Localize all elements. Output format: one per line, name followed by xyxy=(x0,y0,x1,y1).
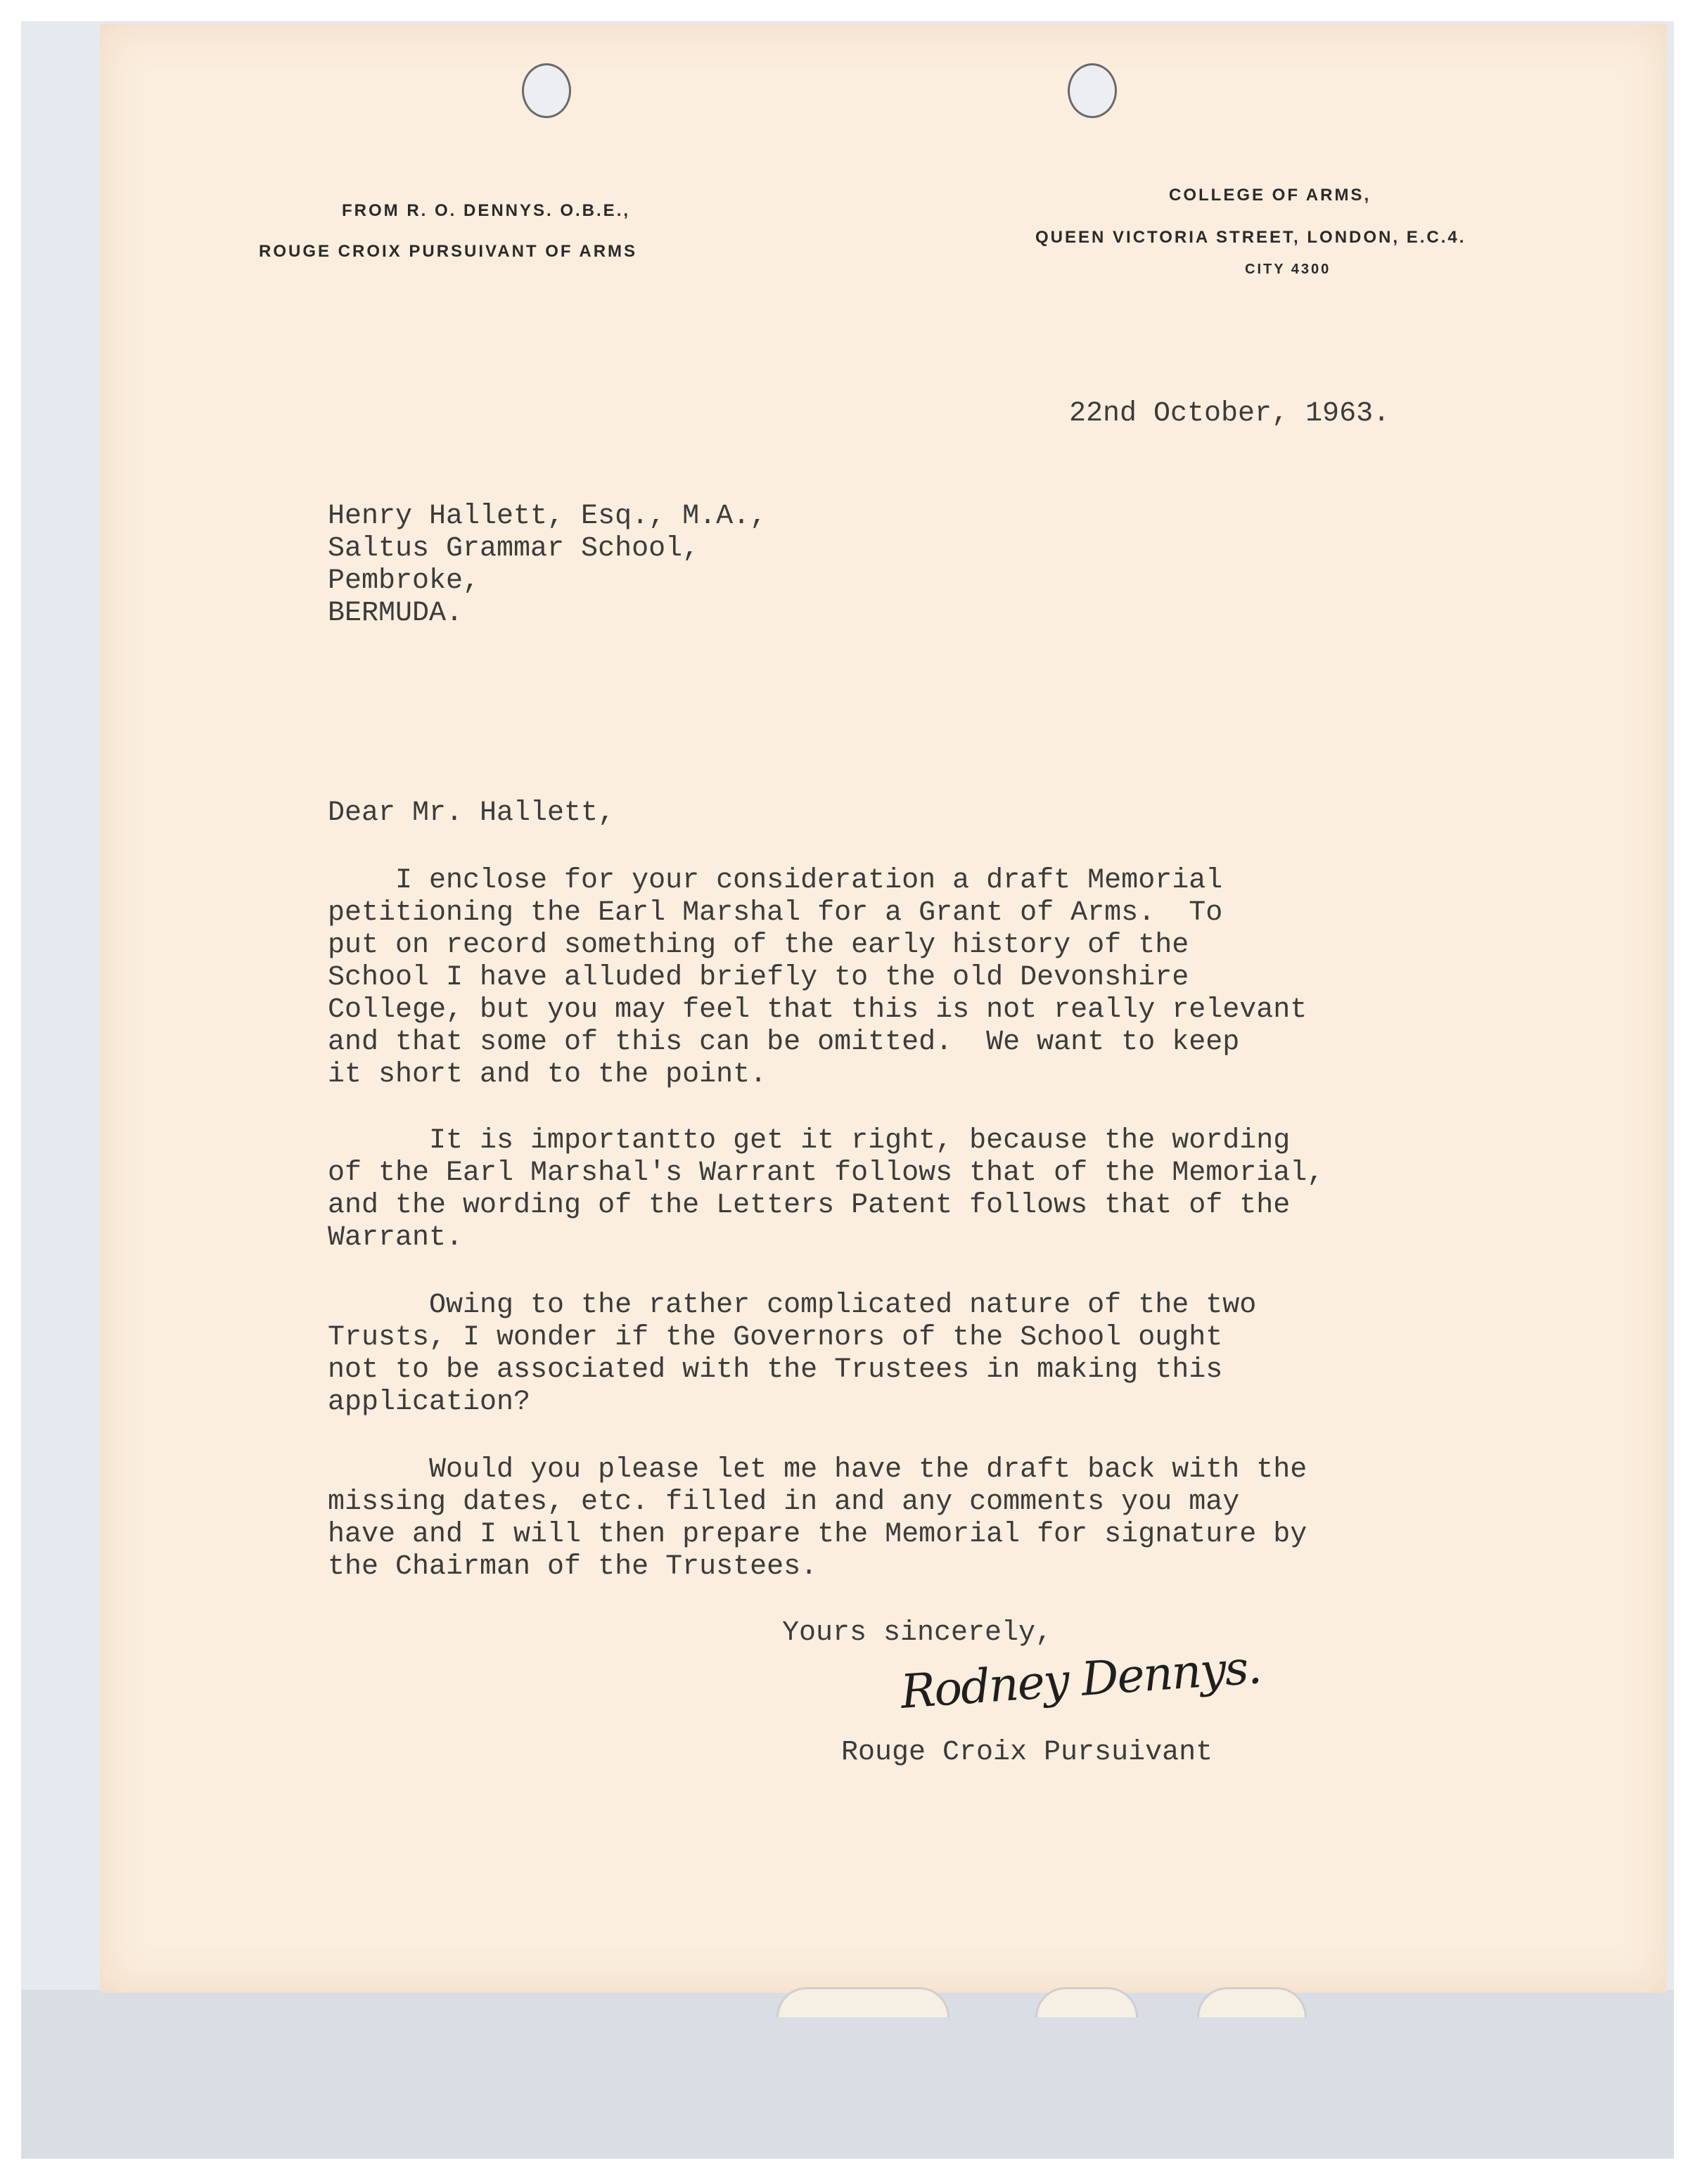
body-line: College, but you may feel that this is not really relevant xyxy=(328,994,1307,1026)
binder-tab xyxy=(1035,1987,1138,2017)
body-line: of the Earl Marshal's Warrant follows that of the Memorial, xyxy=(328,1157,1324,1189)
letterhead-from: FROM R. O. DENNYS. O.B.E., xyxy=(342,201,631,220)
letterhead-title: ROUGE CROIX PURSUIVANT OF ARMS xyxy=(259,242,638,261)
body-line: Trusts, I wonder if the Governors of the School ought xyxy=(328,1322,1223,1354)
body-line: put on record something of the early history of the xyxy=(328,930,1189,961)
body-line: missing dates, etc. filled in and any comments you may xyxy=(328,1486,1240,1518)
body-line: It is importantto get it right, because the wording xyxy=(328,1125,1291,1157)
body-line: Warrant. xyxy=(328,1222,463,1254)
punch-hole-right xyxy=(1068,63,1117,118)
recipient-town: Pembroke, xyxy=(328,565,480,597)
body-line: Owing to the rather complicated nature of the two xyxy=(328,1290,1257,1321)
body-line: Would you please let me have the draft back with the xyxy=(328,1454,1307,1486)
body-line: not to be associated with the Trustees in making this xyxy=(328,1354,1223,1386)
body-line: petitioning the Earl Marshal for a Grant of Arms. To xyxy=(328,897,1223,929)
binder-tab xyxy=(1197,1987,1307,2017)
body-line: and that some of this can be omitted. We want to keep xyxy=(328,1027,1240,1058)
letterhead-college: COLLEGE OF ARMS, xyxy=(1169,186,1372,205)
body-line: the Chairman of the Trustees. xyxy=(328,1551,818,1583)
salutation: Dear Mr. Hallett, xyxy=(328,797,615,829)
recipient-school: Saltus Grammar School, xyxy=(328,533,700,565)
binder-tab xyxy=(776,1987,950,2017)
letter-date: 22nd October, 1963. xyxy=(1069,398,1390,430)
body-line: School I have alluded briefly to the old Devonshire xyxy=(328,962,1189,994)
closing: Yours sincerely, xyxy=(782,1617,1053,1649)
letterhead-phone: CITY 4300 xyxy=(1245,262,1331,277)
recipient-country: BERMUDA. xyxy=(328,598,463,629)
body-line: I enclose for your consideration a draft Memorial xyxy=(328,865,1223,897)
body-line: it short and to the point. xyxy=(328,1059,767,1091)
recipient-name: Henry Hallett, Esq., M.A., xyxy=(328,501,767,532)
letterhead-street: QUEEN VICTORIA STREET, LONDON, E.C.4. xyxy=(1035,228,1466,247)
punch-hole-left xyxy=(522,63,571,118)
signature: Rodney Dennys. xyxy=(898,1640,1262,1719)
body-line: application? xyxy=(328,1387,531,1418)
body-line: and the wording of the Letters Patent follows that of the xyxy=(328,1190,1291,1221)
signatory-title: Rouge Croix Pursuivant xyxy=(841,1737,1213,1768)
body-line: have and I will then prepare the Memorial for signature by xyxy=(328,1519,1307,1550)
